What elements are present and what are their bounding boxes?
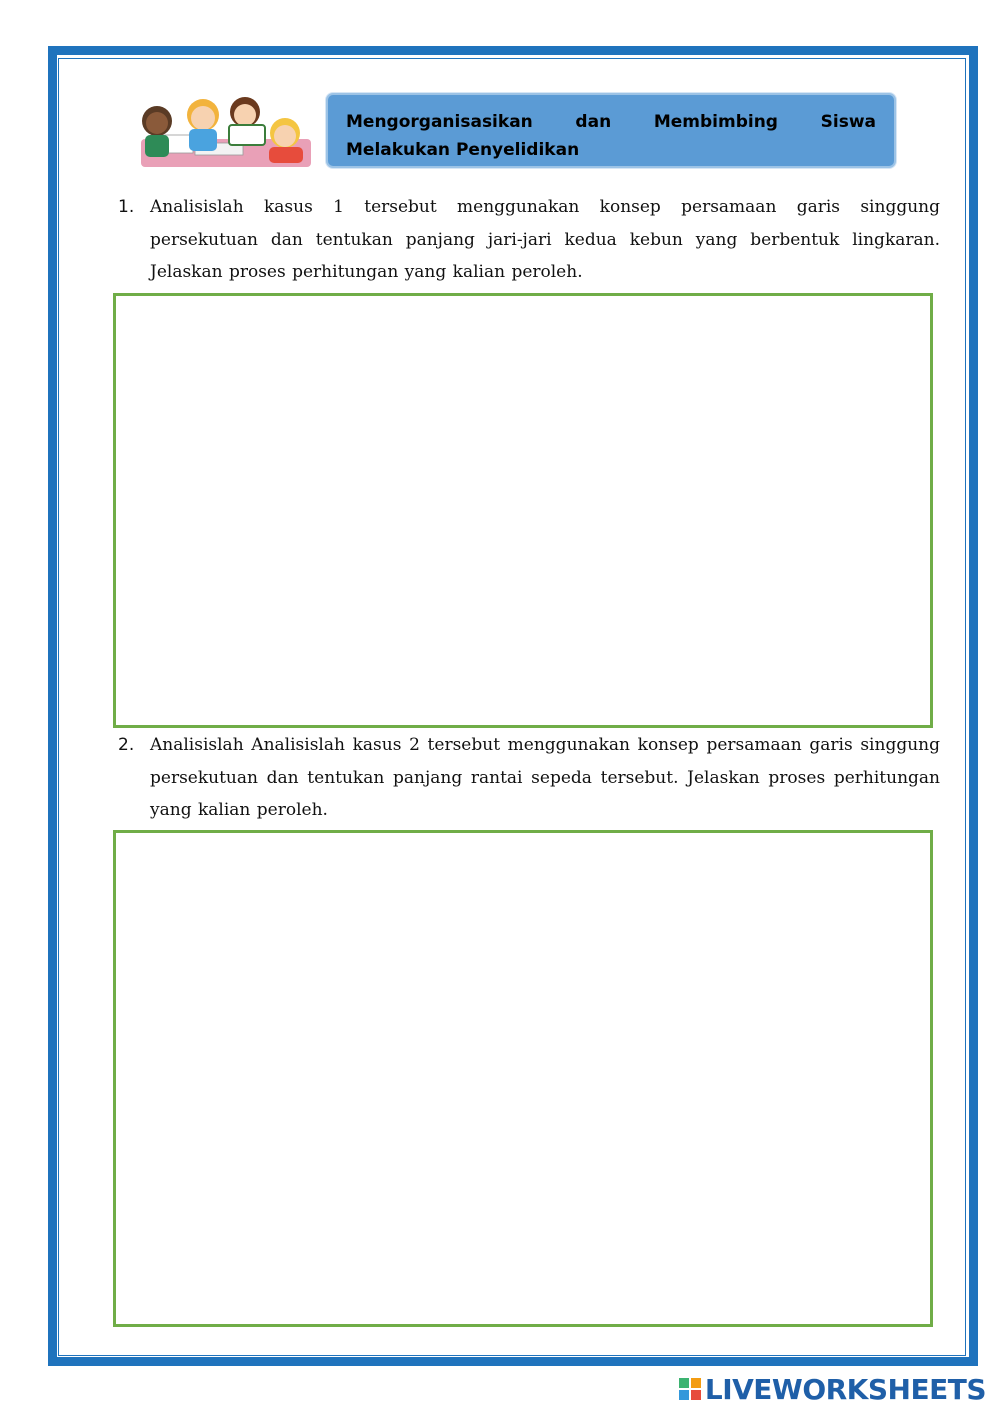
section-title-banner — [326, 93, 896, 168]
question-2-number: 2. — [118, 735, 135, 755]
question-2 — [118, 729, 940, 827]
brand-name: LIVEWORKSHEETS — [704, 1372, 986, 1406]
question-2-text: Analisislah Analisislah kasus 2 tersebut menggunakan konsep persamaan garis singgung persekutuan dan tentukan panjang rantai sepeda tersebut. Jelaskan proses perhitungan yang kalian peroleh. — [150, 735, 940, 820]
section-title-line2: Melakukan Penyelidikan — [346, 140, 580, 160]
children-studying-illustration — [133, 95, 315, 173]
question-1 — [118, 191, 940, 289]
question-1-text: Analisislah kasus 1 tersebut menggunakan konsep persamaan garis singgung persekutuan dan tentukan panjang jari-jari kedua kebun yang berbentuk lingkaran. Jelaskan proses perhitungan yang kalian peroleh. — [150, 197, 940, 282]
brand-footer — [678, 1372, 986, 1406]
section-title-line1: Mengorganisasikan dan Membimbing Siswa — [346, 112, 876, 132]
answer-box-2[interactable] — [113, 830, 933, 1327]
liveworksheets-logo-icon — [678, 1377, 702, 1401]
answer-box-1[interactable] — [113, 293, 933, 728]
question-1-number: 1. — [118, 197, 135, 217]
